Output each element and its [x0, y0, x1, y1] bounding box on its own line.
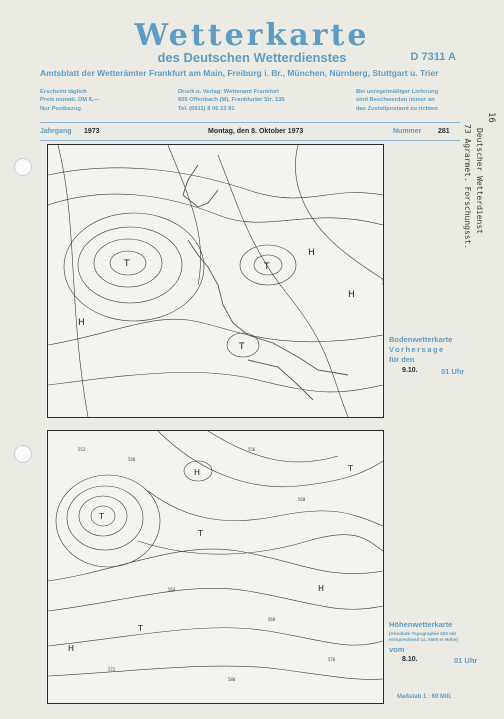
svg-text:576: 576 [328, 657, 336, 662]
library-stamp-line2: 73 Agrarmet. Forschungsst. [463, 124, 472, 250]
nummer-value: 281 [438, 128, 450, 135]
info-complaints [356, 88, 438, 113]
svg-text:560: 560 [298, 497, 306, 502]
punch-hole-top [14, 158, 32, 176]
upper-map-for-label: vom [389, 645, 405, 654]
punch-hole-bottom [14, 445, 32, 463]
svg-text:T: T [138, 624, 143, 633]
upper-map-drawing [48, 431, 383, 703]
jahrgang-value: 1973 [84, 128, 100, 135]
page-subtitle: des Deutschen Wetterdienstes [157, 50, 347, 65]
svg-text:H: H [318, 584, 325, 593]
issue-date: Montag, den 8. Oktober 1973 [208, 128, 304, 135]
jahrgang-label: Jahrgang [40, 128, 72, 135]
upper-map-time: 01 Uhr [454, 656, 478, 665]
info-line: Erscheint täglich [40, 89, 87, 95]
info-line: 605 Offenbach (M), Frankfurter Str. 135 [178, 97, 285, 104]
info-line: Nur Postbezug [40, 105, 81, 112]
svg-text:H: H [308, 248, 315, 258]
nummer-label: Nummer [393, 128, 422, 135]
upper-map-date: 8.10. [402, 656, 418, 663]
svg-text:T: T [348, 464, 353, 473]
svg-text:H: H [78, 318, 85, 328]
upper-map-note-2: entsprechend ca. 5500 m Höhe) [389, 637, 458, 642]
surface-map-for-label: für den [389, 355, 415, 364]
library-stamp-line1: Deutscher Wetterdienst [475, 128, 484, 234]
svg-text:T: T [198, 529, 203, 538]
surface-map-drawing [48, 145, 383, 417]
header-rule-bottom [40, 140, 460, 141]
info-subscription [40, 88, 99, 113]
svg-text:556: 556 [248, 447, 256, 452]
svg-text:572: 572 [108, 667, 116, 672]
surface-map-time: 01 Uhr [441, 367, 465, 376]
info-line: Bei unregelmäßiger Lieferung [356, 89, 439, 95]
svg-text:H: H [348, 290, 355, 300]
info-line: das Zustellpostamt zu richten [356, 105, 438, 112]
library-stamp-number: 16 [486, 112, 496, 123]
svg-text:548: 548 [128, 457, 136, 462]
header-rule-top [40, 122, 460, 123]
svg-text:T: T [239, 342, 245, 352]
surface-map-subtitle: Vorhersage [389, 345, 445, 354]
amtsblatt-line: Amtsblatt der Wetterämter Frankfurt am Main, Freiburg i. Br., München, Nürnberg, Stuttgart u. Trier [40, 68, 439, 78]
svg-text:568: 568 [268, 617, 276, 622]
publication-code: D 7311 A [410, 51, 456, 63]
info-line: Tel. (0611) 8 06 22 81 [178, 105, 235, 112]
page-title: Wetterkarte [134, 18, 370, 53]
info-line: Druck u. Verlag: Wetteramt Frankfurt [178, 89, 280, 95]
svg-text:552: 552 [78, 447, 86, 452]
upper-map-note-1: (Absolute Topographie 500 mb [389, 631, 457, 636]
surface-map-title: Bodenwetterkarte [389, 335, 453, 344]
info-publisher [178, 88, 285, 113]
svg-text:580: 580 [228, 677, 236, 682]
surface-forecast-map [47, 144, 384, 418]
svg-text:T: T [99, 512, 104, 521]
svg-text:T: T [124, 259, 130, 269]
upper-map-title: Höhenwetterkarte [389, 620, 453, 629]
svg-text:564: 564 [168, 587, 176, 592]
info-line: sind Beschwerden immer an [356, 97, 435, 104]
upper-air-map [47, 430, 384, 704]
info-line: Preis monatl. DM 8,— [40, 97, 100, 104]
svg-text:T: T [264, 262, 270, 272]
svg-text:H: H [194, 468, 201, 477]
surface-map-date: 9.10. [402, 367, 418, 374]
map-scale: Maßstab 1 : 60 Mill. [397, 694, 452, 700]
svg-text:H: H [68, 644, 75, 653]
